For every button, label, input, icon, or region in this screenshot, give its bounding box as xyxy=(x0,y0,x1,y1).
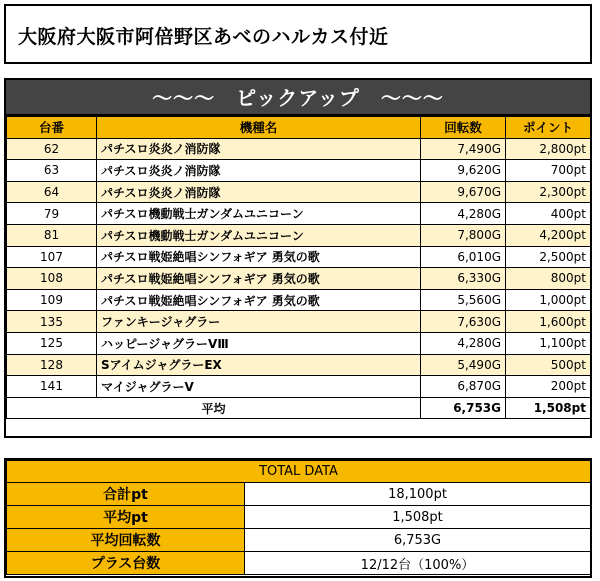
machine-no: 79 xyxy=(7,203,97,225)
point-value: 2,300pt xyxy=(506,181,591,203)
machine-name: パチスロ炎炎ノ消防隊 xyxy=(97,138,421,160)
spin-count: 6,010G xyxy=(421,246,506,268)
spin-count: 6,870G xyxy=(421,376,506,398)
spin-count: 5,490G xyxy=(421,354,506,376)
machine-name: パチスロ炎炎ノ消防隊 xyxy=(97,181,421,203)
total-label: 平均回転数 xyxy=(7,529,245,552)
machine-no: 62 xyxy=(7,138,97,160)
pickup-header-row xyxy=(7,117,591,139)
point-value: 200pt xyxy=(506,376,591,398)
column-header-points: ポイント xyxy=(506,117,591,139)
average-points: 1,508pt xyxy=(506,397,591,419)
average-label: 平均 xyxy=(7,397,421,419)
pickup-panel xyxy=(4,78,592,438)
spin-count: 7,630G xyxy=(421,311,506,333)
table-row xyxy=(7,246,591,268)
spin-count: 7,490G xyxy=(421,138,506,160)
point-value: 2,500pt xyxy=(506,246,591,268)
total-label: 合計pt xyxy=(7,483,245,506)
column-header-machine-name: 機種名 xyxy=(97,117,421,139)
point-value: 1,000pt xyxy=(506,289,591,311)
machine-name: パチスロ炎炎ノ消防隊 xyxy=(97,160,421,182)
total-data-table xyxy=(6,460,591,575)
machine-no: 63 xyxy=(7,160,97,182)
table-row xyxy=(7,203,591,225)
total-value: 18,100pt xyxy=(245,483,591,506)
spin-count: 4,280G xyxy=(421,203,506,225)
pickup-title: ～～～ ピックアップ ～～～ xyxy=(6,80,590,116)
point-value: 800pt xyxy=(506,268,591,290)
spin-count: 4,280G xyxy=(421,332,506,354)
total-row-plus-machines xyxy=(7,552,591,575)
point-value: 500pt xyxy=(506,354,591,376)
machine-name: パチスロ機動戦士ガンダムユニコーン xyxy=(97,224,421,246)
column-header-spins: 回転数 xyxy=(421,117,506,139)
table-row xyxy=(7,311,591,333)
point-value: 1,100pt xyxy=(506,332,591,354)
table-row xyxy=(7,289,591,311)
point-value: 4,200pt xyxy=(506,224,591,246)
machine-no: 109 xyxy=(7,289,97,311)
total-data-title: TOTAL DATA xyxy=(7,461,591,483)
point-value: 2,800pt xyxy=(506,138,591,160)
machine-name: ファンキージャグラー xyxy=(97,311,421,333)
table-row xyxy=(7,332,591,354)
total-value: 12/12台（100%） xyxy=(245,552,591,575)
machine-no: 135 xyxy=(7,311,97,333)
total-row-avg-spins xyxy=(7,529,591,552)
machine-name: パチスロ戦姫絶唱シンフォギア 勇気の歌 xyxy=(97,289,421,311)
machine-name: ハッピージャグラーVⅢ xyxy=(97,332,421,354)
total-label: プラス台数 xyxy=(7,552,245,575)
total-row-avg-points xyxy=(7,506,591,529)
column-header-machine-no: 台番 xyxy=(7,117,97,139)
spin-count: 9,620G xyxy=(421,160,506,182)
point-value: 400pt xyxy=(506,203,591,225)
point-value: 700pt xyxy=(506,160,591,182)
table-row xyxy=(7,268,591,290)
pickup-table xyxy=(6,116,591,419)
spin-count: 6,330G xyxy=(421,268,506,290)
machine-name: パチスロ戦姫絶唱シンフォギア 勇気の歌 xyxy=(97,268,421,290)
average-spins: 6,753G xyxy=(421,397,506,419)
table-row xyxy=(7,181,591,203)
table-row xyxy=(7,138,591,160)
total-value: 1,508pt xyxy=(245,506,591,529)
table-row xyxy=(7,354,591,376)
spin-count: 5,560G xyxy=(421,289,506,311)
location-title: 大阪府大阪市阿倍野区あべのハルカス付近 xyxy=(18,26,389,48)
machine-no: 141 xyxy=(7,376,97,398)
total-value: 6,753G xyxy=(245,529,591,552)
location-header xyxy=(4,4,592,64)
machine-no: 81 xyxy=(7,224,97,246)
machine-no: 107 xyxy=(7,246,97,268)
point-value: 1,600pt xyxy=(506,311,591,333)
spin-count: 7,800G xyxy=(421,224,506,246)
spin-count: 9,670G xyxy=(421,181,506,203)
machine-no: 64 xyxy=(7,181,97,203)
total-row-sum-points xyxy=(7,483,591,506)
table-row xyxy=(7,160,591,182)
table-row xyxy=(7,224,591,246)
total-data-panel xyxy=(4,458,592,578)
machine-no: 128 xyxy=(7,354,97,376)
machine-no: 108 xyxy=(7,268,97,290)
average-row xyxy=(7,397,591,419)
total-label: 平均pt xyxy=(7,506,245,529)
machine-name: パチスロ戦姫絶唱シンフォギア 勇気の歌 xyxy=(97,246,421,268)
table-row xyxy=(7,376,591,398)
machine-name: SアイムジャグラーEX xyxy=(97,354,421,376)
machine-name: マイジャグラーV xyxy=(97,376,421,398)
machine-name: パチスロ機動戦士ガンダムユニコーン xyxy=(97,203,421,225)
machine-no: 125 xyxy=(7,332,97,354)
